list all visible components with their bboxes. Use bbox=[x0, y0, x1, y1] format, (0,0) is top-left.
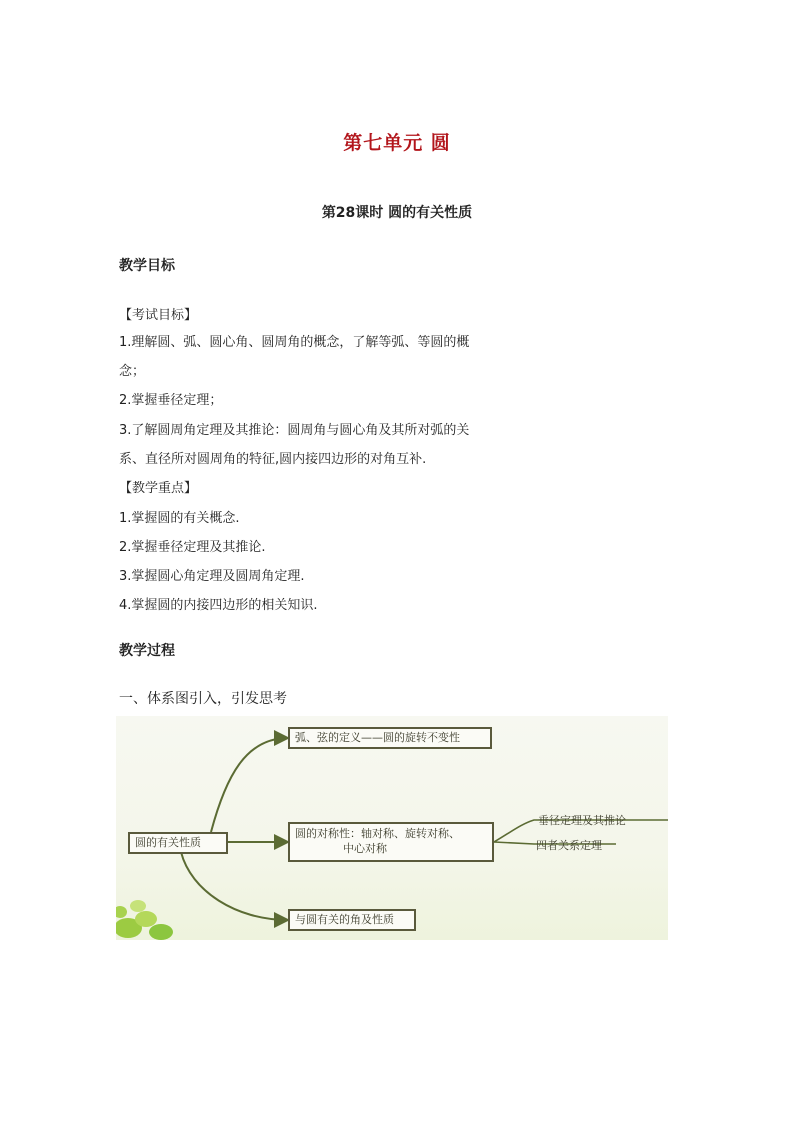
root-node: 圆的有关性质 bbox=[128, 832, 228, 854]
leaf-decoration bbox=[116, 900, 173, 940]
exam-goal-line: 2.掌握垂径定理； bbox=[119, 393, 223, 408]
exam-goal-line: 系、直径所对圆周角的特征,圆内接四边形的对角互补. bbox=[119, 452, 427, 467]
branch-node-top: 弧、弦的定义——圆的旋转不变性 bbox=[288, 727, 492, 749]
leaf-label-top: 垂径定理及其推论 bbox=[538, 814, 626, 827]
connector-bottom bbox=[181, 852, 288, 920]
intro-line: 一、体系图引入，引发思考 bbox=[119, 691, 287, 707]
branch-middle-line1: 圆的对称性：轴对称、旋转对称、 bbox=[295, 827, 460, 840]
leaf-label-bottom: 四者关系定理 bbox=[536, 839, 602, 852]
key-point-line: 2.掌握垂径定理及其推论. bbox=[119, 540, 266, 555]
key-point-line: 1.掌握圆的有关概念. bbox=[119, 511, 240, 526]
key-point-line: 3.掌握圆心角定理及圆周角定理. bbox=[119, 569, 305, 584]
section-heading-goals: 教学目标 bbox=[119, 258, 175, 274]
exam-goal-line: 念； bbox=[119, 364, 146, 379]
page-title: 第七单元 圆 bbox=[343, 132, 451, 154]
lesson-subtitle: 第28课时 圆的有关性质 bbox=[321, 205, 473, 221]
branch-middle-line2: 中心对称 bbox=[343, 842, 387, 855]
branch-node-bottom: 与圆有关的角及性质 bbox=[288, 909, 416, 931]
key-points-label: 【教学重点】 bbox=[119, 481, 198, 496]
concept-map-diagram bbox=[116, 716, 668, 940]
exam-goals-label: 【考试目标】 bbox=[119, 308, 198, 323]
key-point-line: 4.掌握圆的内接四边形的相关知识. bbox=[119, 598, 318, 613]
exam-goal-line: 3.了解圆周角定理及其推论：圆周角与圆心角及其所对弧的关 bbox=[119, 423, 470, 438]
connector-top bbox=[211, 738, 288, 832]
exam-goal-line: 1.理解圆、弧、圆心角、圆周角的概念，了解等弧、等圆的概 bbox=[119, 335, 470, 350]
branch-node-middle bbox=[288, 822, 494, 862]
section-heading-process: 教学过程 bbox=[119, 643, 175, 659]
